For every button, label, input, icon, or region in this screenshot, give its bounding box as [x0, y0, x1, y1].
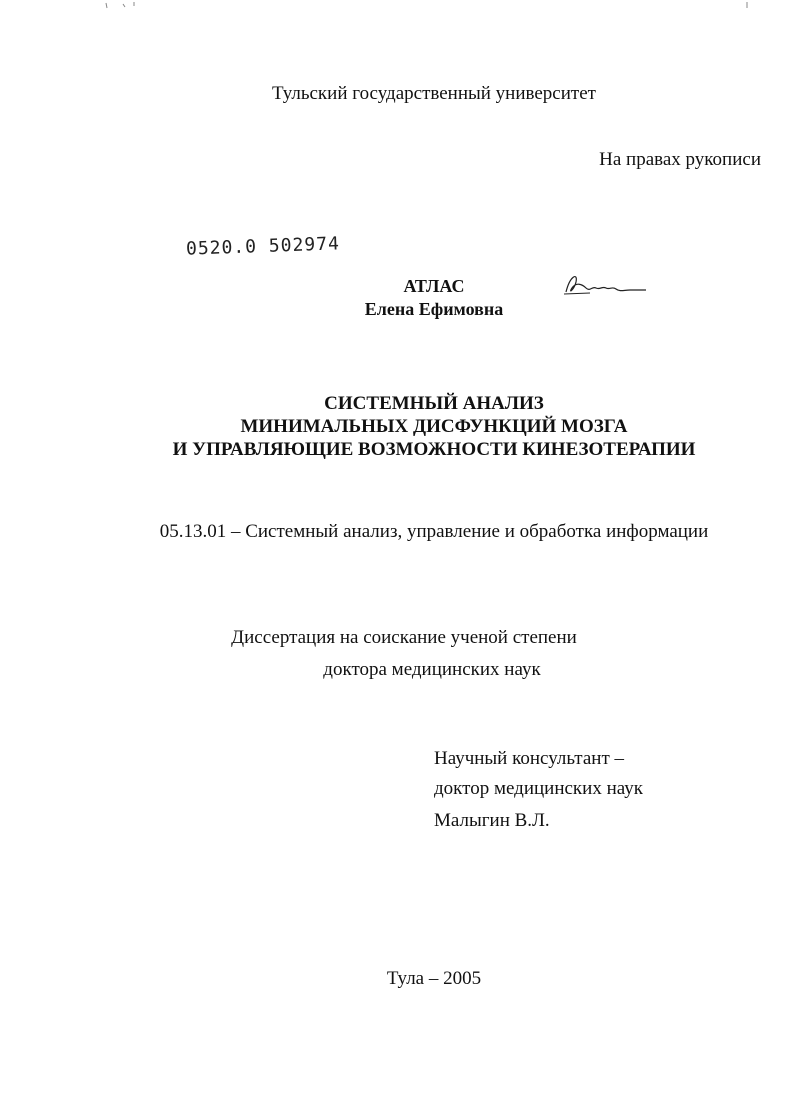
title-line-1: СИСТЕМНЫЙ АНАЛИЗ: [324, 393, 544, 414]
inventory-stamp-number: 0520.0 502974: [185, 233, 341, 260]
signature-mark: [560, 268, 650, 300]
manuscript-rights-note: На правах рукописи: [599, 149, 761, 170]
author-given-names: Елена Ефимовна: [364, 299, 504, 319]
consultant-degree: доктор медицинских наук: [434, 778, 643, 799]
consultant-name: Малыгин В.Л.: [434, 810, 550, 831]
author-surname: АТЛАС: [403, 276, 465, 296]
title-line-2: МИНИМАЛЬНЫХ ДИСФУНКЦИЙ МОЗГА: [240, 416, 628, 437]
specialty-code: 05.13.01 – Системный анализ, управление и обработка информации: [159, 521, 709, 542]
degree-line-2: доктора медицинских наук: [323, 659, 541, 680]
dissertation-title: [0, 392, 799, 461]
consultant-label: Научный консультант –: [434, 748, 624, 769]
city-and-year: Тула – 2005: [386, 968, 482, 989]
scan-marks: [0, 0, 799, 14]
university-name: Тульский государственный университет: [272, 83, 596, 104]
degree-line-1: Диссертация на соискание ученой степени: [231, 627, 577, 648]
title-line-3: И УПРАВЛЯЮЩИЕ ВОЗМОЖНОСТИ КИНЕЗОТЕРАПИИ: [172, 439, 696, 460]
